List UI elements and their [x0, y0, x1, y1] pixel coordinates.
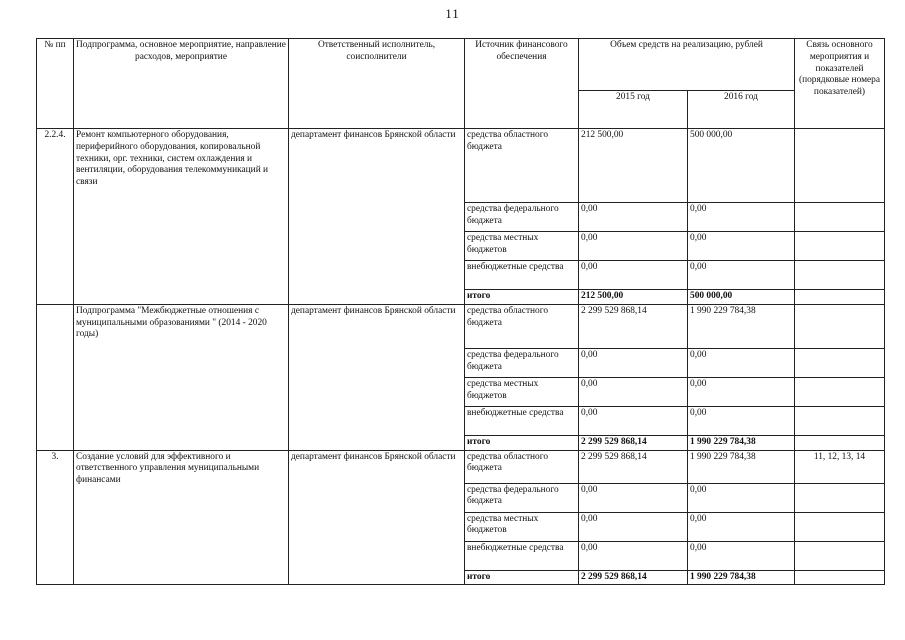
row-number: 2.2.4.: [37, 129, 74, 305]
funding-source: средства местных бюджетов: [465, 512, 579, 541]
funding-source: средства федерального бюджета: [465, 348, 579, 377]
program-name: Ремонт компьютерного оборудования, периферийного оборудования, копировальной техники, орг. техники, систем охлаждения и вентиляции, оборудования телекоммуникаций и связи: [74, 129, 289, 305]
value-2015: 2 299 529 868,14: [579, 450, 688, 483]
executor: департамент финансов Брянской области: [289, 450, 465, 585]
value-2016: 0,00: [688, 512, 795, 541]
header-volume: Объем средств на реализацию, рублей: [579, 39, 795, 91]
value-2015: 0,00: [579, 232, 688, 261]
header-row: [37, 39, 885, 91]
value-2016: 0,00: [688, 406, 795, 435]
table-row: [37, 450, 885, 483]
indicator-link-empty: [795, 232, 885, 261]
page-number: 11: [445, 6, 460, 21]
funding-source: итого: [465, 570, 579, 585]
indicator-link-empty: [795, 290, 885, 305]
value-2015: 0,00: [579, 483, 688, 512]
funding-source: средства федерального бюджета: [465, 483, 579, 512]
value-2015: 0,00: [579, 406, 688, 435]
value-2015: 0,00: [579, 377, 688, 406]
header-link: Связь основного мероприятия и показателей (порядковые номера показателей): [795, 39, 885, 129]
funding-source: итого: [465, 435, 579, 450]
funding-source: средства областного бюджета: [465, 129, 579, 203]
value-2015: 2 299 529 868,14: [579, 570, 688, 585]
funding-source: внебюджетные средства: [465, 261, 579, 290]
executor: департамент финансов Брянской области: [289, 304, 465, 450]
indicator-link-empty: [795, 348, 885, 377]
funding-source: средства областного бюджета: [465, 450, 579, 483]
indicator-link: [795, 129, 885, 203]
value-2016: 0,00: [688, 541, 795, 570]
value-2015: 2 299 529 868,14: [579, 435, 688, 450]
value-2016: 0,00: [688, 483, 795, 512]
indicator-link-empty: [795, 570, 885, 585]
value-2016: 1 990 229 784,38: [688, 570, 795, 585]
row-number: 3.: [37, 450, 74, 585]
value-2015: 0,00: [579, 512, 688, 541]
value-2016: 0,00: [688, 203, 795, 232]
value-2016: 0,00: [688, 232, 795, 261]
header-2016: 2016 год: [688, 91, 795, 129]
funding-source: внебюджетные средства: [465, 541, 579, 570]
table-row: [37, 129, 885, 203]
value-2016: 0,00: [688, 348, 795, 377]
value-2016: 0,00: [688, 261, 795, 290]
funding-source: средства местных бюджетов: [465, 377, 579, 406]
value-2016: 0,00: [688, 377, 795, 406]
indicator-link-empty: [795, 261, 885, 290]
indicator-link: [795, 304, 885, 348]
value-2016: 1 990 229 784,38: [688, 450, 795, 483]
funding-source: внебюджетные средства: [465, 406, 579, 435]
value-2015: 212 500,00: [579, 129, 688, 203]
budget-table: [36, 38, 885, 585]
funding-source: средства областного бюджета: [465, 304, 579, 348]
executor: департамент финансов Брянской области: [289, 129, 465, 305]
indicator-link-empty: [795, 203, 885, 232]
indicator-link-empty: [795, 541, 885, 570]
value-2016: 1 990 229 784,38: [688, 304, 795, 348]
value-2016: 500 000,00: [688, 290, 795, 305]
value-2015: 0,00: [579, 348, 688, 377]
program-name: Подпрограмма "Межбюджетные отношения с муниципальными образованиями " (2014 - 2020 годы): [74, 304, 289, 450]
funding-source: средства федерального бюджета: [465, 203, 579, 232]
row-number: [37, 304, 74, 450]
header-2015: 2015 год: [579, 91, 688, 129]
indicator-link-empty: [795, 512, 885, 541]
header-source: Источник финансового обеспечения: [465, 39, 579, 129]
value-2015: 212 500,00: [579, 290, 688, 305]
funding-source: итого: [465, 290, 579, 305]
table-row: [37, 304, 885, 348]
indicator-link-empty: [795, 483, 885, 512]
value-2015: 2 299 529 868,14: [579, 304, 688, 348]
header-num: № пп: [37, 39, 74, 129]
indicator-link: 11, 12, 13, 14: [795, 450, 885, 483]
indicator-link-empty: [795, 377, 885, 406]
funding-source: средства местных бюджетов: [465, 232, 579, 261]
value-2015: 0,00: [579, 541, 688, 570]
value-2015: 0,00: [579, 261, 688, 290]
value-2015: 0,00: [579, 203, 688, 232]
program-name: Создание условий для эффективного и ответственного управления муниципальными финансами: [74, 450, 289, 585]
indicator-link-empty: [795, 406, 885, 435]
indicator-link-empty: [795, 435, 885, 450]
value-2016: 500 000,00: [688, 129, 795, 203]
value-2016: 1 990 229 784,38: [688, 435, 795, 450]
header-executor: Ответственный исполнитель, соисполнители: [289, 39, 465, 129]
header-program: Подпрограмма, основное мероприятие, направление расходов, мероприятие: [74, 39, 289, 129]
